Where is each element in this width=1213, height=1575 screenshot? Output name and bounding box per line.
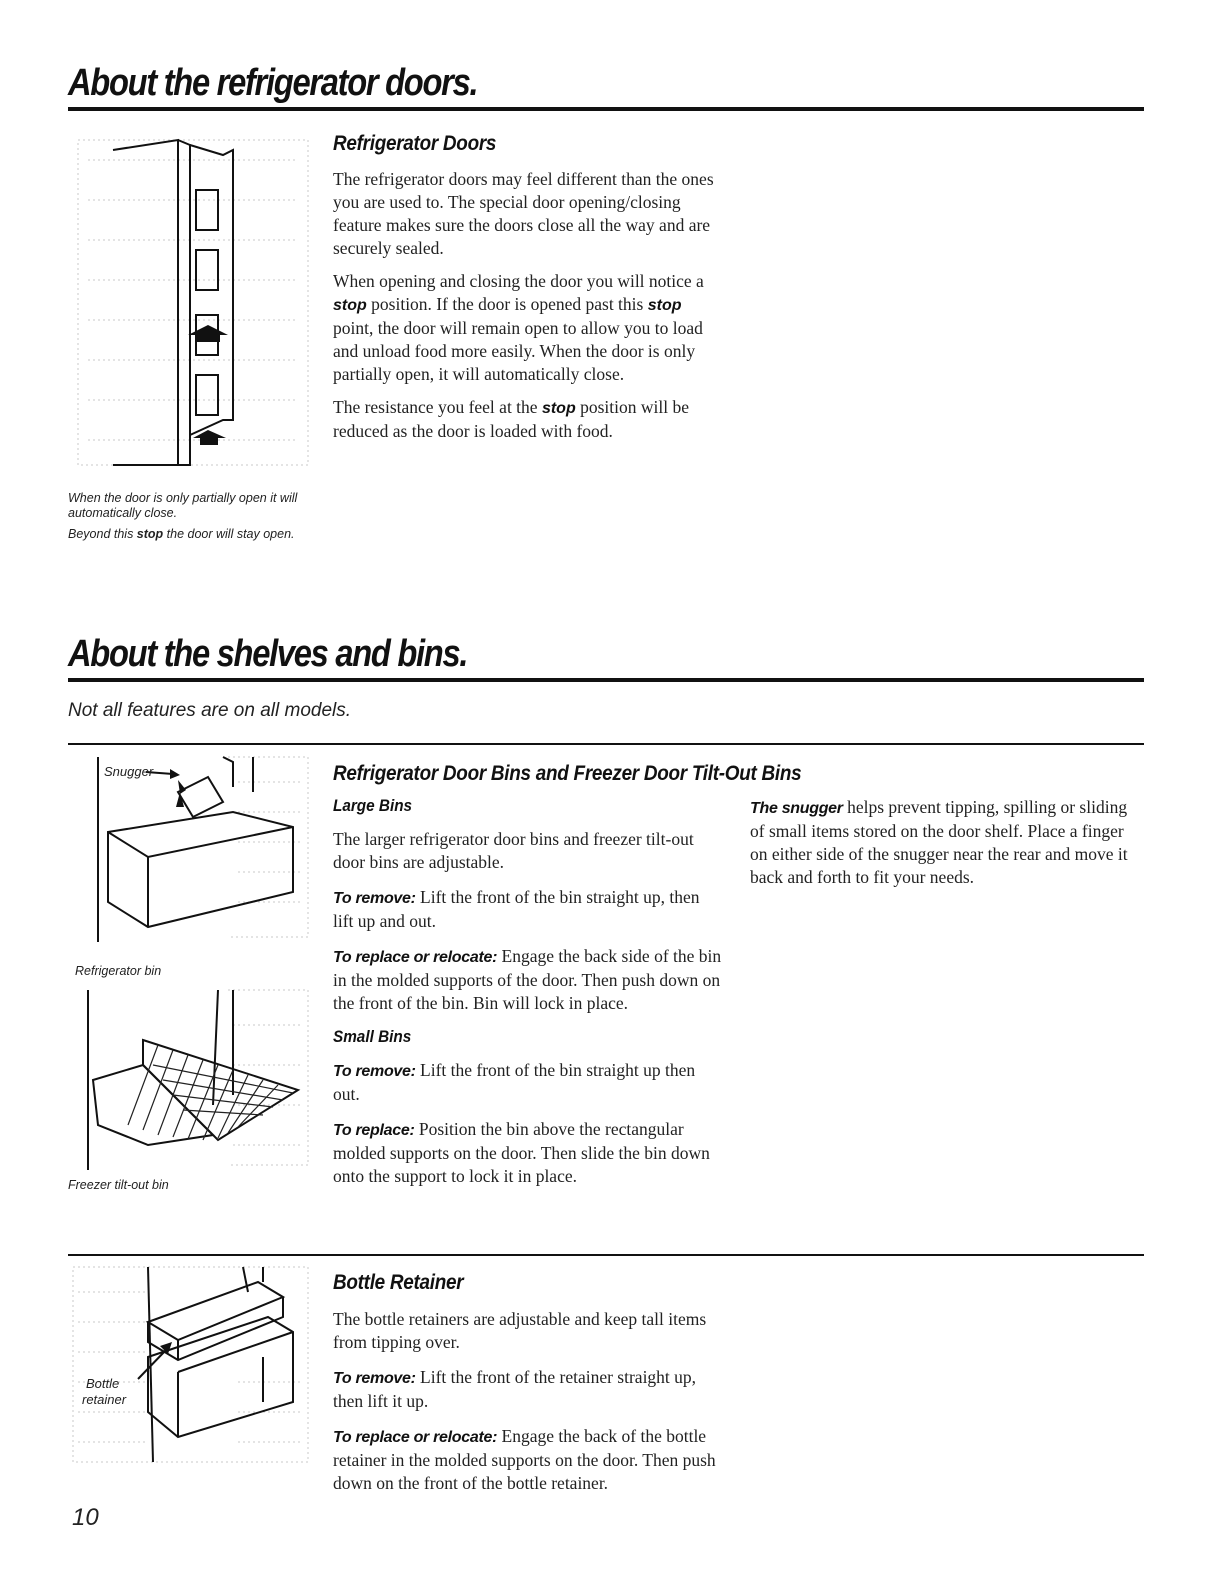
models-note: Not all features are on all models. bbox=[68, 700, 352, 721]
bottle-retainer-illustration bbox=[68, 1262, 313, 1482]
bottle-paragraph: The bottle retainers are adjustable and keep tall items from tipping over. bbox=[333, 1309, 707, 1352]
stop-word: stop bbox=[333, 297, 367, 314]
remove-lead: To remove: bbox=[333, 1063, 416, 1080]
large-remove-text: Lift the front of the bin straight up, then lift up and out. bbox=[333, 887, 700, 931]
title-rule bbox=[68, 107, 1144, 111]
large-replace-text: Engage the back side of the bin in the molded supports of the door. Then push down on the front of the bin. Bin will lock in place. bbox=[333, 946, 722, 1013]
door-illustration bbox=[68, 120, 318, 472]
doors-text bbox=[333, 168, 723, 443]
freezer-bin-illustration bbox=[68, 985, 313, 1175]
small-bins-heading: Small Bins bbox=[333, 1027, 412, 1046]
bottle-remove-text: Lift the front of the retainer straight up, then lift it up. bbox=[333, 1367, 697, 1411]
doors-paragraph-1: The refrigerator doors may feel different than the ones you are used to. The special door opening/closing feature makes sure the doors close all the way and are securely sealed. bbox=[333, 169, 714, 258]
small-remove-paragraph bbox=[333, 1059, 723, 1106]
replace-lead: To replace or relocate: bbox=[333, 1429, 498, 1446]
caption-refrigerator-bin: Refrigerator bin bbox=[75, 964, 162, 978]
subhead-door-bins: Refrigerator Door Bins and Freezer Door Tilt-Out Bins bbox=[333, 762, 802, 785]
subhead-bottle-retainer: Bottle Retainer bbox=[333, 1271, 464, 1294]
small-replace-paragraph bbox=[333, 1118, 723, 1188]
section-title-doors: About the refrigerator doors. bbox=[68, 62, 478, 104]
small-remove-text: Lift the front of the bin straight up then out. bbox=[333, 1060, 696, 1104]
caption-beyond-stop bbox=[68, 527, 313, 542]
replace-only-lead: To replace: bbox=[333, 1122, 415, 1139]
snugger-body: helps prevent tipping, spilling or sliding of small items stored on the door shelf. Place a finger on either side of the snugger near the rear and move it back and forth to fit your needs. bbox=[750, 797, 1128, 887]
subhead-refrigerator-doors: Refrigerator Doors bbox=[333, 132, 497, 155]
large-remove-paragraph bbox=[333, 886, 723, 933]
page-number: 10 bbox=[72, 1504, 99, 1531]
door-captions bbox=[68, 491, 313, 542]
stop-word: stop bbox=[647, 297, 682, 314]
replace-lead: To replace or relocate: bbox=[333, 949, 498, 966]
caption-partially-open: When the door is only partially open it will automatically close. bbox=[68, 491, 298, 520]
remove-lead: To remove: bbox=[333, 1370, 416, 1387]
door-bins-text bbox=[333, 796, 723, 1188]
p3-b: position will be reduced as the door is loaded with food. bbox=[333, 397, 689, 441]
caption2-b: the door will stay open. bbox=[163, 527, 295, 541]
large-bins-heading: Large Bins bbox=[333, 796, 413, 815]
p3-a: The resistance you feel at the bbox=[333, 397, 542, 417]
p2-a: When opening and closing the door you will notice a bbox=[333, 271, 704, 291]
bottle-retainer-text bbox=[333, 1308, 723, 1495]
p2-c: point, the door will remain open to allow you to load and unload food more easily. When the door is only partially open, it will automatically close. bbox=[333, 318, 703, 384]
bottle-replace-text: Engage the back of the bottle retainer in the molded supports on the door. Then push down on the front of the bottle retainer. bbox=[333, 1426, 716, 1493]
large-bins-paragraph: The larger refrigerator door bins and freezer tilt-out door bins are adjustable. bbox=[333, 829, 694, 872]
doors-paragraph-2 bbox=[333, 270, 723, 386]
p2-b: position. If the door is opened past this bbox=[366, 294, 648, 314]
caption-stop-word: stop bbox=[136, 527, 164, 541]
snugger-paragraph bbox=[750, 796, 1140, 889]
small-replace-text: Position the bin above the rectangular molded supports on the door. Then slide the bin down onto the support to lock it in place. bbox=[333, 1119, 710, 1186]
doors-paragraph-3 bbox=[333, 396, 723, 443]
stop-word: stop bbox=[541, 400, 576, 417]
section-divider bbox=[68, 743, 1144, 745]
caption-freezer-bin: Freezer tilt-out bin bbox=[68, 1178, 169, 1192]
section-divider bbox=[68, 1254, 1144, 1256]
large-replace-paragraph bbox=[333, 945, 723, 1015]
snugger-label: Snugger bbox=[104, 764, 154, 779]
remove-lead: To remove: bbox=[333, 890, 416, 907]
bottle-label: Bottle bbox=[86, 1376, 120, 1391]
title-rule bbox=[68, 678, 1144, 682]
section-title-shelves: About the shelves and bins. bbox=[68, 633, 468, 675]
caption2-a: Beyond this bbox=[68, 527, 137, 541]
bottle-remove-paragraph bbox=[333, 1366, 723, 1413]
snugger-text bbox=[750, 796, 1140, 889]
bottle-replace-paragraph bbox=[333, 1425, 723, 1495]
snugger-lead: The snugger bbox=[750, 800, 843, 817]
retainer-label: retainer bbox=[82, 1392, 127, 1407]
refrigerator-bin-illustration bbox=[68, 752, 313, 952]
